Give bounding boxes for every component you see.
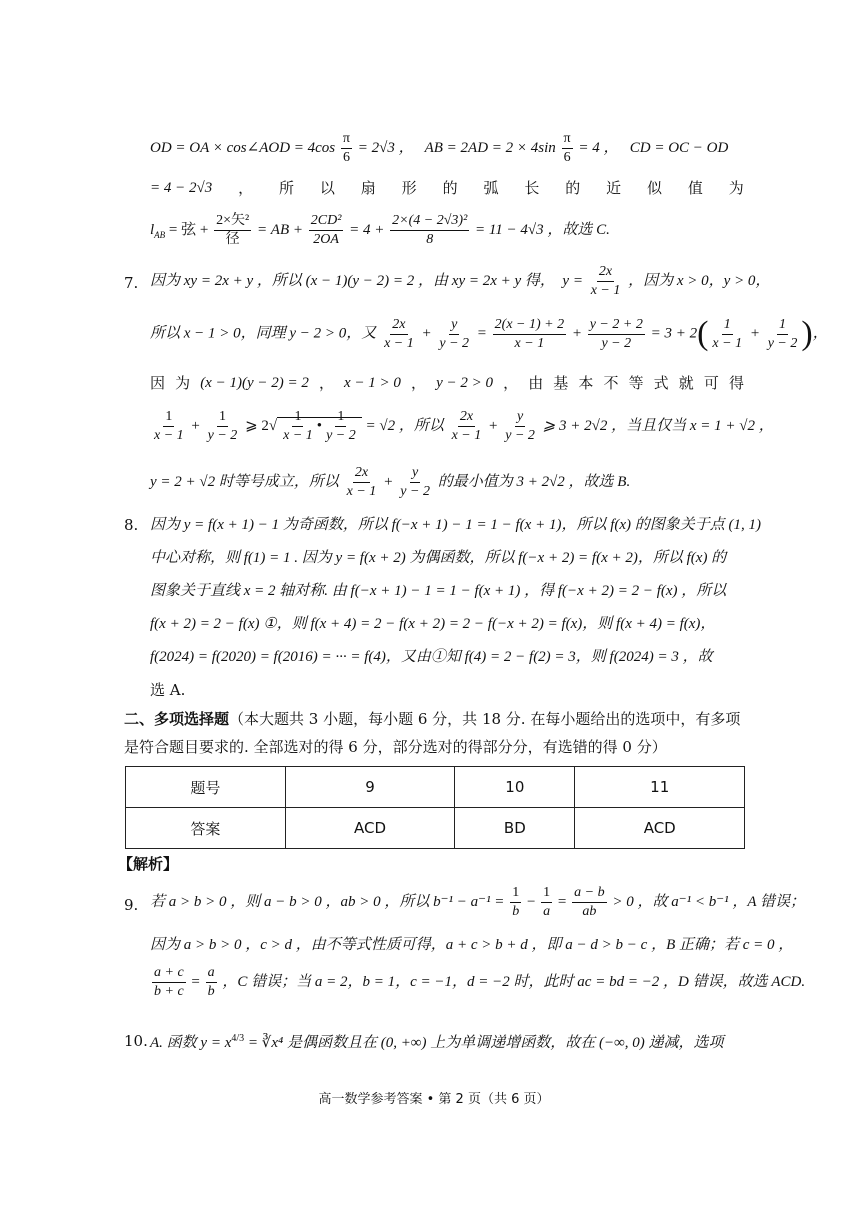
fraction: $\frac{1}{y - 2}$ xyxy=(326,409,356,443)
fraction: $\frac{1}{a}$ xyxy=(543,885,551,919)
q8-line-3: 图象关于直线 x = 2 轴对称. 由 f(−x + 1) − 1 = 1 − f(x + 1) ，得 f(−x + 2) = 2 − f(x) ，所以 xyxy=(150,583,727,599)
fraction: $\frac{\text{2×矢²}}{\text{径}}$ xyxy=(216,213,250,247)
q6-line-3: $l_{AB}$ = 弦 + $\frac{\text{2×矢²}}{\text{径}}$ = AB + $\frac{\text{2CD²}}{2OA}$ = 4 + $\frac{\text{2×(4 − 2√3)²}}{8}$ = 11 − 4√3 ，故选 C. xyxy=(150,213,610,247)
q9-line-1: 若 a > b > 0 ，则 a − b > 0 ，ab > 0 ，所以 b⁻¹ − a⁻¹ = $\frac{1}{b}$ − $\frac{1}{a}$ = $\frac{a - b}{ab}$ > 0 ，故 a⁻¹ < b⁻¹ ，A 错误； xyxy=(150,885,806,919)
fraction: $\frac{a + c}{b + c}$ xyxy=(154,965,184,999)
q10-number: 10. xyxy=(124,1032,148,1050)
fraction: $\frac{a - b}{ab}$ xyxy=(574,885,605,919)
fraction: $\frac{2x}{x - 1}$ xyxy=(384,316,414,351)
table-row xyxy=(126,767,745,808)
q7-line-4: $\frac{1}{x - 1}$ + $\frac{1}{y - 2}$ ⩾ 2√ $\frac{1}{x - 1}$ • $\frac{1}{y - 2}$ = √2 ，所以 $\frac{2x}{x - 1}$ + $\frac{y}{y - 2}$ ⩾ 3 + 2√2 ，当且仅当 x = 1 + √2 ， xyxy=(154,409,774,443)
fraction: $\frac{2(x - 1) + 2}{x - 1}$ xyxy=(494,316,565,351)
fraction: $\frac{1}{x - 1}$ xyxy=(712,316,743,351)
table-cell: ACD xyxy=(285,808,455,849)
q7-line-3: 因 为 (x − 1)(y − 2) = 2 ， x − 1 > 0 ， y − 2 > 0 ， 由 基 本 不 等 式 就 可 得 xyxy=(150,374,744,392)
q9-line-3: $\frac{a + c}{b + c}$ = $\frac{a}{b}$ ，C 错误；当 a = 2，b = 1，c = −1，d = −2 时，此时 ac = bd = −2 ，D 错误，故选 ACD. xyxy=(154,965,806,999)
fraction: $\frac{1}{x - 1}$ xyxy=(283,409,313,443)
q10-line-1: A. 函数 $y = x^{4/3}$ = ∛x⁴ 是偶函数且在 (0, +∞) 上为单调递增函数，故在 (−∞, 0) 递减，选项 xyxy=(150,1033,724,1051)
table-row xyxy=(126,808,745,849)
fraction: $\frac{1}{y - 2}$ xyxy=(767,316,798,351)
analysis-label: 【解析】 xyxy=(118,855,179,873)
q7-line-5: y = 2 + √2 时等号成立，所以 $\frac{2x}{x - 1}$ + $\frac{y}{y - 2}$ 的最小值为 3 + 2√2 ，故选 B. xyxy=(150,465,631,499)
fraction: $\frac{1}{b}$ xyxy=(512,885,520,919)
fraction: $\frac{2x}{x - 1}$ xyxy=(451,409,482,443)
fraction: $\frac{2x}{x - 1}$ xyxy=(590,264,621,298)
q7-line-1: 因为 xy = 2x + y ，所以 (x − 1)(y − 2) = 2 ，由 xy = 2x + y 得， y = $\frac{2x}{x - 1}$ ，因为 x > 0，y > 0， xyxy=(150,264,771,298)
section-2-desc: 是符合题目要求的. 全部选对的得 6 分，部分选对的得部分分，有选错的得 0 分） xyxy=(124,738,667,756)
sqrt-radicand: $\frac{1}{x - 1}$ • $\frac{1}{y - 2}$ xyxy=(277,417,362,434)
table-cell: ACD xyxy=(575,808,745,849)
fraction: $\frac{\pi}{6}$ xyxy=(342,131,350,165)
table-cell: 9 xyxy=(285,767,455,808)
fraction: $\frac{y - 2 + 2}{y - 2}$ xyxy=(589,316,643,351)
fraction: $\frac{1}{y - 2}$ xyxy=(207,409,238,443)
q9-number: 9. xyxy=(124,896,139,914)
q8-line-2: 中心对称，则 f(1) = 1 . 因为 y = f(x + 2) 为偶函数，所以 f(−x + 2) = f(x + 2)，所以 f(x) 的 xyxy=(150,550,727,566)
table-cell: BD xyxy=(455,808,575,849)
q7-number: 7. xyxy=(124,274,139,292)
fraction: $\frac{\text{2×(4 − 2√3)²}}{8}$ xyxy=(392,213,468,247)
answer-table xyxy=(125,766,745,849)
q8-line-4: f(x + 2) = 2 − f(x) ①，则 f(x + 4) = 2 − f(x + 2) = 2 − f(−x + 2) = f(x)，则 f(x + 4) = f(x)， xyxy=(150,616,716,632)
q8-line-6: 选 A. xyxy=(150,681,186,699)
q6-line-1: OD = OA × cos∠AOD = 4cos $\frac{\pi}{6}$ = 2√3 ， AB = 2AD = 2 × 4sin $\frac{\pi}{6}$ = 4 ， CD = OC − OD xyxy=(150,131,729,165)
fraction: $\frac{y}{y - 2}$ xyxy=(439,316,470,351)
section-2-header: 二、多项选择题（本大题共 3 小题，每小题 6 分，共 18 分. 在每小题给出的选项中，有多项 xyxy=(124,710,741,728)
q9-line-2: 因为 a > b > 0 ，c > d ，由不等式性质可得，a + c > b + d ，即 a − d > b − c ，B 正确；若 c = 0 ， xyxy=(150,937,794,953)
fraction: $\frac{\pi}{6}$ xyxy=(563,131,571,165)
section-title: 二、多项选择题 xyxy=(124,710,230,728)
fraction: $\frac{2x}{x - 1}$ xyxy=(346,465,377,499)
fraction: $\frac{1}{x - 1}$ xyxy=(154,409,184,443)
page-footer: 高一数学参考答案 • 第 2 页（共 6 页） xyxy=(318,1092,550,1107)
table-header-cell: 答案 xyxy=(126,808,286,849)
q6-line-2: = 4 − 2√3 ， 所 以 扇 形 的 弧 长 的 近 似 值 为 xyxy=(150,179,744,197)
q8-line-1: 因为 y = f(x + 1) − 1 为奇函数，所以 f(−x + 1) − 1 = 1 − f(x + 1)，所以 f(x) 的图象关于点 (1, 1) xyxy=(150,517,762,533)
fraction: $\frac{y}{y - 2}$ xyxy=(400,465,430,499)
table-cell: 10 xyxy=(455,767,575,808)
fraction: $\frac{y}{y - 2}$ xyxy=(505,409,535,443)
fraction: $\frac{\text{2CD²}}{2OA}$ xyxy=(310,213,342,247)
q8-line-5: f(2024) = f(2020) = f(2016) = ··· = f(4)，又由①知 f(4) = 2 − f(2) = 3，则 f(2024) = 3 ，故 xyxy=(150,649,713,665)
q7-line-2: 所以 x − 1 > 0，同理 y − 2 > 0，又 $\frac{2x}{x - 1}$ + $\frac{y}{y - 2}$ = $\frac{2(x - 1) + 2}{x - 1}$ + $\frac{y - 2 + 2}{y - 2}$ = 3 + 2( $\frac{1}{x - 1}$ + $\frac{1}{y - 2}$ )， xyxy=(150,315,828,352)
table-cell: 11 xyxy=(575,767,745,808)
table-header-cell: 题号 xyxy=(126,767,286,808)
fraction: $\frac{a}{b}$ xyxy=(207,965,215,999)
q8-number: 8. xyxy=(124,516,139,534)
